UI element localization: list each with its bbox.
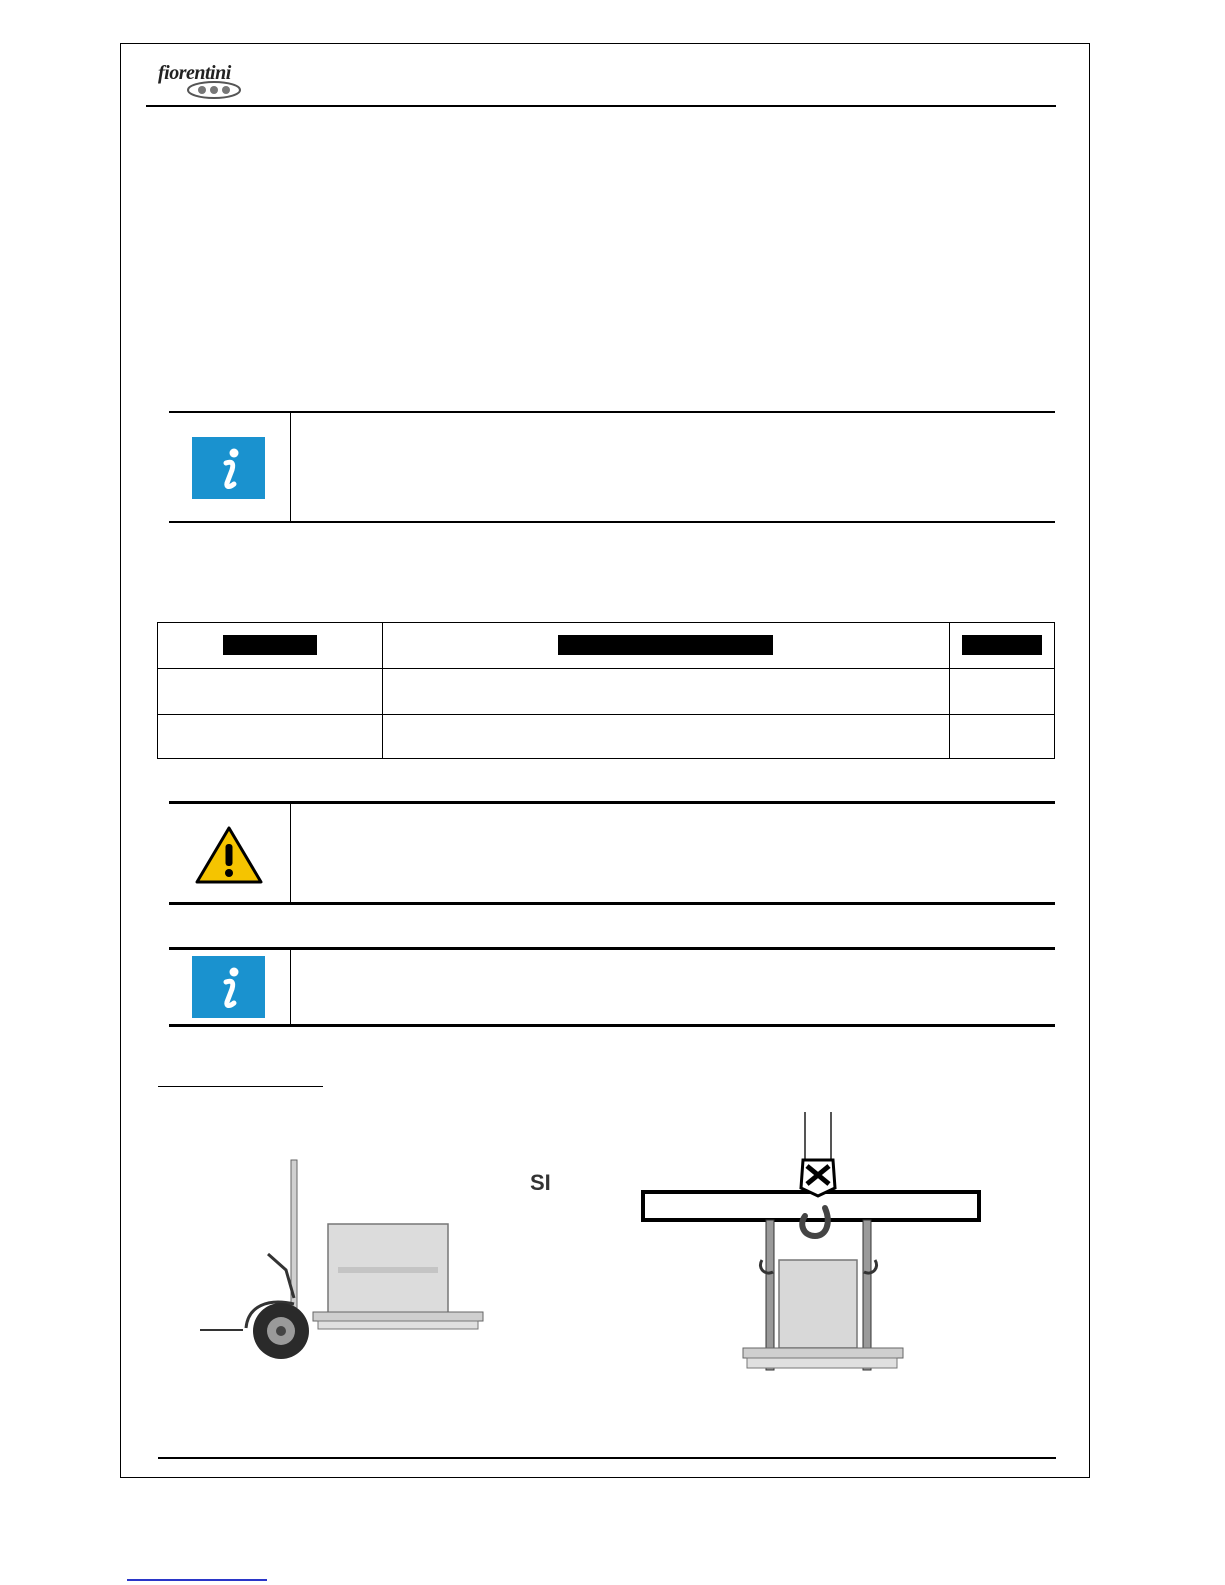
crane-hook-lifting-illustration <box>635 1110 995 1380</box>
header-rule <box>146 105 1056 107</box>
note-icon-cell <box>169 413 291 521</box>
table-row <box>158 715 1054 759</box>
info-icon <box>192 437 265 499</box>
info-note-1 <box>169 411 1055 523</box>
si-label: SI <box>530 1170 551 1195</box>
table-header-cell-3 <box>962 635 1042 655</box>
section-heading-underline <box>158 1086 323 1087</box>
table-header-cell-1 <box>223 635 317 655</box>
note-icon-cell <box>169 950 291 1024</box>
forklift-pallet-illustration <box>198 1158 498 1378</box>
logo-text: fiorentini <box>158 62 231 84</box>
info-icon <box>192 956 265 1018</box>
footer-rule <box>158 1457 1056 1459</box>
link-underline[interactable] <box>127 1579 267 1581</box>
table-header-cell-2 <box>558 635 773 655</box>
warning-icon <box>193 824 265 886</box>
logo-emblem <box>158 62 246 102</box>
info-note-2 <box>169 947 1055 1027</box>
company-logo <box>158 62 246 102</box>
warning-note <box>169 801 1055 905</box>
note-icon-cell <box>169 804 291 902</box>
table-row <box>158 669 1054 714</box>
data-table <box>157 622 1055 759</box>
